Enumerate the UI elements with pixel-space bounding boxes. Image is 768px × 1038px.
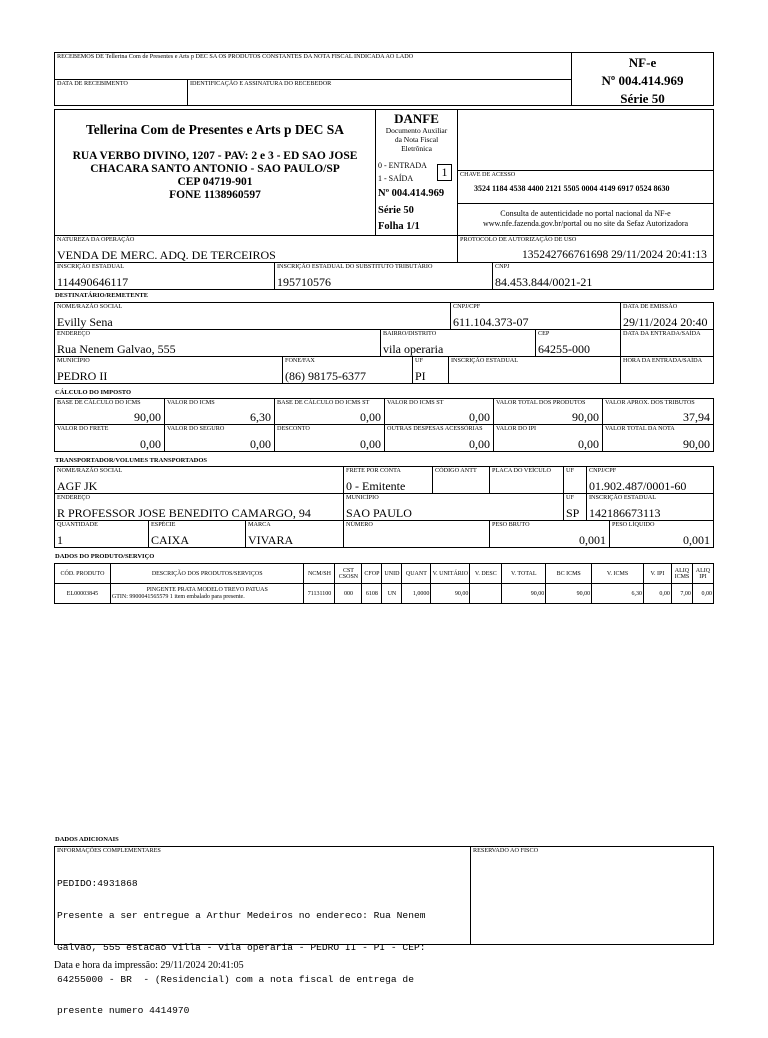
ie-st-box: [274, 262, 493, 290]
print-timestamp: Data e hora da impressão: 29/11/2024 20:41:05: [54, 960, 244, 971]
carrier-uf2: SP: [566, 506, 580, 520]
nature-value: VENDA DE MERC. ADQ. DE TERCEIROS: [57, 248, 276, 262]
discount-label: DESCONTO: [277, 425, 310, 432]
cnpj-box: [492, 262, 714, 290]
antt-label: CÓDIGO ANTT: [435, 467, 477, 474]
ipi: 0,00: [578, 437, 599, 451]
recipient-district: vila operaria: [383, 342, 444, 356]
recipient-name-box: [54, 302, 451, 330]
receipt-statement: RECEBEMOS DE Tellerina Com de Presentes e Arts p DEC SA OS PRODUTOS CONSTANTES DA NOTA FISCAL INDICADA AO LADO: [57, 53, 414, 60]
entry-date-label: DATA DA ENTRADA/SAÍDA: [623, 330, 701, 337]
recipient-cpf: 611.104.373-07: [453, 315, 529, 329]
carrier-city-label: MUNICÍPIO: [346, 494, 379, 501]
row-code: EL00003845: [55, 584, 111, 604]
additional-line: Presente a ser entregue a Arthur Medeiros no endereco: Rua Nenem: [57, 909, 426, 921]
row-cfop: 6108: [362, 584, 382, 604]
freight-mode-box: [343, 466, 433, 494]
bc-icms-label: BASE DE CÁLCULO DO ICMS: [57, 399, 141, 406]
other-expenses-box: [384, 424, 494, 452]
volume-qty-label: QUANTIDADE: [57, 521, 98, 528]
recipient-address-box: [54, 329, 381, 357]
bc-icms-box: [54, 398, 165, 425]
carrier-cnpj-box: [586, 466, 714, 494]
tax-section-title: CÁLCULO DO IMPOSTO: [55, 389, 132, 396]
row-qty: 1,0000: [402, 584, 431, 604]
volume-number-box: [343, 520, 490, 548]
danfe-type-box: 1: [437, 164, 452, 181]
row-icms: 6,30: [592, 584, 644, 604]
recipient-cep-label: CEP: [538, 330, 550, 337]
recipient-name-label: NOME/RAZÃO SOCIAL: [57, 303, 123, 310]
col-description: DESCRIÇÃO DOS PRODUTOS/SERVIÇOS: [110, 564, 304, 584]
danfe-title: DANFE: [394, 111, 439, 126]
col-bc-icms: BC ICMS: [546, 564, 592, 584]
carrier-name-label: NOME/RAZÃO SOCIAL: [57, 467, 123, 474]
recipient-uf-label: UF: [415, 357, 423, 364]
volume-number-label: NÚMERO: [346, 521, 373, 528]
access-key: 3524 1184 4538 4400 2121 5505 0004 4149 6917 0524 8630: [474, 184, 670, 193]
emission-date-box: [620, 302, 714, 330]
additional-line: 64255000 - BR - (Residencial) com a nota fiscal de entrega de: [57, 973, 414, 985]
insurance-label: VALOR DO SEGURO: [167, 425, 225, 432]
products-table: [54, 563, 714, 604]
danfe-number: Nº 004.414.969: [378, 188, 445, 199]
recipient-cpf-box: [450, 302, 621, 330]
invoice-total: 90,00: [683, 437, 710, 451]
recipient-uf: PI: [415, 369, 426, 383]
ie-label: INSCRIÇÃO ESTADUAL: [57, 263, 125, 270]
carrier-address-label: ENDEREÇO: [57, 494, 90, 501]
emitter-cep: CEP 04719-901: [177, 176, 253, 188]
additional-line: Galvao, 555 estacao villa - vila operaria - PEDRO II - PI - CEP:: [57, 941, 426, 953]
carrier-city: SAO PAULO: [346, 506, 412, 520]
emission-date: 29/11/2024 20:40: [623, 315, 708, 329]
net-weight-label: PESO LÍQUIDO: [612, 521, 655, 528]
recipient-phone-label: FONE/FAX: [285, 357, 315, 364]
recipient-cpf-label: CNPJ/CPF: [453, 303, 481, 310]
carrier-cnpj-label: CNPJ/CPF: [589, 467, 617, 474]
recipient-ie-box: [448, 356, 621, 384]
recipient-city-box: [54, 356, 283, 384]
products-total: 90,00: [572, 410, 599, 424]
receipt-nfe-box: [571, 52, 714, 106]
row-unit-price: 90,00: [431, 584, 470, 604]
carrier-uf-box: [563, 466, 587, 494]
danfe-saida: 1 - SAÍDA: [378, 174, 414, 183]
additional-section-title: DADOS ADICIONAIS: [55, 836, 119, 843]
freight-mode: 0 - Emitente: [346, 479, 406, 493]
freight-mode-label: FRETE POR CONTA: [346, 467, 401, 474]
icms-st-box: [384, 398, 494, 425]
receipt-statement-box: [54, 52, 572, 80]
row-aliq-icms: 7,00: [671, 584, 692, 604]
reserved-fisco-label: RESERVADO AO FISCO: [473, 847, 539, 854]
products-header-row: [55, 564, 714, 584]
danfe-entrada: 0 - ENTRADA: [378, 161, 427, 170]
emitter-name: Tellerina Com de Presentes e Arts p DEC SA: [86, 122, 344, 137]
row-description: [110, 584, 304, 604]
volume-qty: 1: [57, 533, 63, 547]
approx-taxes-box: [602, 398, 714, 425]
emitter-phone: FONE 1138960597: [169, 189, 261, 201]
row-ipi: 0,00: [643, 584, 671, 604]
volume-species-label: ESPÉCIE: [151, 521, 176, 528]
col-aliq-icms: ALIQ ICMS: [671, 564, 692, 584]
row-ncm: 71131100: [304, 584, 335, 604]
reserved-fisco-box: [470, 846, 714, 945]
access-key-box: [457, 170, 714, 204]
col-ncm: NCM/SH: [304, 564, 335, 584]
additional-line: PEDIDO:4931868: [57, 878, 138, 890]
consult-box: [457, 203, 714, 236]
danfe-subtitle2: da Nota Fiscal: [394, 135, 439, 144]
volume-brand: VIVARA: [248, 533, 294, 547]
emission-date-label: DATA DE EMISSÃO: [623, 303, 678, 310]
carrier-name-box: [54, 466, 344, 494]
danfe-box: [375, 109, 458, 236]
additional-info-text: [57, 858, 425, 1038]
carrier-ie-label: INSCRIÇÃO ESTADUAL: [589, 494, 657, 501]
receipt-date-label: DATA DE RECEBIMENTO: [57, 80, 128, 87]
recipient-district-box: [380, 329, 536, 357]
nature-label: NATUREZA DA OPERAÇÃO: [57, 236, 135, 243]
volume-species-box: [148, 520, 246, 548]
approx-taxes: 37,94: [683, 410, 710, 424]
barcode-box: [457, 109, 714, 171]
bc-icms: 90,00: [134, 410, 161, 424]
ie-value: 114490646117: [57, 275, 129, 289]
recipient-uf-box: [412, 356, 449, 384]
emitter-address2: CHACARA SANTO ANTONIO - SAO PAULO/SP: [90, 163, 340, 175]
recipient-address-label: ENDEREÇO: [57, 330, 90, 337]
emitter-box: [54, 109, 376, 236]
receipt-number: Nº 004.414.969: [601, 73, 684, 88]
entry-date-box: [620, 329, 714, 357]
col-ipi: V. IPI: [643, 564, 671, 584]
danfe-folha: Folha 1/1: [378, 221, 420, 232]
entry-time-box: [620, 356, 714, 384]
carrier-uf-label: UF: [566, 467, 574, 474]
access-key-label: CHAVE DE ACESSO: [460, 171, 516, 178]
carrier-uf2-box: [563, 493, 587, 521]
bc-icms-st-box: [274, 398, 385, 425]
invoice-total-box: [602, 424, 714, 452]
recipient-city: PEDRO II: [57, 369, 108, 383]
volume-species: CAIXA: [151, 533, 189, 547]
receipt-date-box[interactable]: [54, 79, 188, 106]
gross-weight-label: PESO BRUTO: [492, 521, 530, 528]
recipient-city-label: MUNICÍPIO: [57, 357, 90, 364]
recipient-cep: 64255-000: [538, 342, 590, 356]
freight: 0,00: [140, 437, 161, 451]
nature-box: [54, 235, 458, 263]
carrier-cnpj: 01.902.487/0001-60: [589, 479, 687, 493]
row-discount: [470, 584, 502, 604]
recipient-phone-box: [282, 356, 413, 384]
recipient-address: Rua Nenem Galvao, 555: [57, 342, 176, 356]
receipt-signature-label: IDENTIFICAÇÃO E ASSINATURA DO RECEBEDOR: [190, 80, 332, 87]
products-total-label: VALOR TOTAL DOS PRODUTOS: [496, 399, 586, 406]
additional-info-label: INFORMAÇÕES COMPLEMENTARES: [57, 847, 161, 854]
gross-weight: 0,001: [579, 533, 606, 547]
insurance-box: [164, 424, 275, 452]
danfe-serie: Série 50: [378, 205, 414, 216]
icms-label: VALOR DO ICMS: [167, 399, 215, 406]
icms-box: [164, 398, 275, 425]
freight-box: [54, 424, 165, 452]
invoice-total-label: VALOR TOTAL DA NOTA: [605, 425, 675, 432]
insurance: 0,00: [250, 437, 271, 451]
row-bc-icms: 90,00: [546, 584, 592, 604]
col-aliq-ipi: ALIQ IPI: [692, 564, 713, 584]
bc-icms-st-label: BASE DE CÁLCULO DO ICMS ST: [277, 399, 370, 406]
net-weight: 0,001: [683, 533, 710, 547]
carrier-section-title: TRANSPORTADOR/VOLUMES TRANSPORTADOS: [55, 457, 208, 464]
volume-brand-box: [245, 520, 344, 548]
col-icms: V. ICMS: [592, 564, 644, 584]
emitter-address1: RUA VERBO DIVINO, 1207 - PAV: 2 e 3 - ED SAO JOSE: [72, 150, 358, 162]
carrier-name: AGF JK: [57, 479, 98, 493]
antt-box: [432, 466, 490, 494]
additional-line: presente numero 4414970: [57, 1005, 190, 1017]
danfe-subtitle3: Eletrônica: [401, 144, 432, 153]
ie-box: [54, 262, 275, 290]
protocol-label: PROTOCOLO DE AUTORIZAÇÃO DE USO: [460, 236, 577, 243]
row-description-line2: GTIN: 9900041565579 1 item embalado para presente.: [111, 593, 245, 600]
products-total-box: [493, 398, 603, 425]
row-total: 90,00: [502, 584, 546, 604]
carrier-address-box: [54, 493, 344, 521]
other-expenses-label: OUTRAS DESPESAS ACESSÓRIAS: [387, 425, 483, 432]
volume-brand-label: MARCA: [248, 521, 271, 528]
discount: 0,00: [360, 437, 381, 451]
bc-icms-st: 0,00: [360, 410, 381, 424]
col-cst: CST CSOSN: [335, 564, 362, 584]
table-row: [55, 584, 714, 604]
protocol-value: 135242766761698 29/11/2024 20:41:13: [522, 249, 707, 261]
receipt-nfe: NF-e: [628, 55, 657, 70]
row-aliq-ipi: 0,00: [692, 584, 713, 604]
icms-st-label: VALOR DO ICMS ST: [387, 399, 444, 406]
net-weight-box: [609, 520, 714, 548]
plate-label: PLACA DO VEÍCULO: [492, 467, 552, 474]
recipient-phone: (86) 98175-6377: [285, 369, 366, 383]
consult-line1: Consulta de autenticidade no portal nacional da NF-e: [500, 209, 671, 218]
recipient-cep-box: [535, 329, 621, 357]
col-qty: QUANT: [402, 564, 431, 584]
col-discount: V. DESC: [470, 564, 502, 584]
row-unit: UN: [382, 584, 402, 604]
products-section-title: DADOS DO PRODUTO/SERVIÇO: [55, 553, 155, 560]
ipi-label: VALOR DO IPI: [496, 425, 537, 432]
plate-box: [489, 466, 564, 494]
col-total: V. TOTAL: [502, 564, 546, 584]
freight-label: VALOR DO FRETE: [57, 425, 109, 432]
icms-st: 0,00: [469, 410, 490, 424]
carrier-uf2-label: UF: [566, 494, 574, 501]
approx-taxes-label: VALOR APROX. DOS TRIBUTOS: [605, 399, 695, 406]
other-expenses: 0,00: [469, 437, 490, 451]
recipient-district-label: BAIRRO/DISTRITO: [383, 330, 437, 337]
protocol-box: [457, 235, 714, 263]
ipi-box: [493, 424, 603, 452]
col-unit-price: V. UNITÁRIO: [431, 564, 470, 584]
carrier-city-box: [343, 493, 564, 521]
col-unit: UNID: [382, 564, 402, 584]
receipt-serie: Série 50: [620, 91, 665, 106]
recipient-section-title: DESTINATÁRIO/REMETENTE: [55, 292, 149, 299]
consult-line2: www.nfe.fazenda.gov.br/portal ou no site da Sefaz Autorizadora: [482, 219, 689, 228]
col-code: CÓD. PRODUTO: [55, 564, 111, 584]
row-cst: 000: [335, 584, 362, 604]
icms: 6,30: [250, 410, 271, 424]
cnpj-label: CNPJ: [495, 263, 510, 270]
carrier-ie-box: [586, 493, 714, 521]
col-cfop: CFOP: [362, 564, 382, 584]
row-description-line1: PINGENTE PRATA MODELO TREVO PATUAS: [146, 586, 268, 593]
recipient-name: Evilly Sena: [57, 315, 113, 329]
gross-weight-box: [489, 520, 610, 548]
receipt-signature-box[interactable]: [187, 79, 572, 106]
entry-time-label: HORA DA ENTRADA/SAÍDA: [623, 357, 703, 364]
volume-qty-box: [54, 520, 149, 548]
ie-st-label: INSCRIÇÃO ESTADUAL DO SUBSTITUTO TRIBUTÁRIO: [277, 263, 433, 270]
ie-st-value: 195710576: [277, 275, 331, 289]
danfe-subtitle1: Documento Auxiliar: [385, 126, 448, 135]
carrier-address: R PROFESSOR JOSE BENEDITO CAMARGO, 94: [57, 506, 311, 520]
discount-box: [274, 424, 385, 452]
carrier-ie: 142186673113: [589, 506, 661, 520]
cnpj-value: 84.453.844/0021-21: [495, 275, 593, 289]
recipient-ie-label: INSCRIÇÃO ESTADUAL: [451, 357, 519, 364]
